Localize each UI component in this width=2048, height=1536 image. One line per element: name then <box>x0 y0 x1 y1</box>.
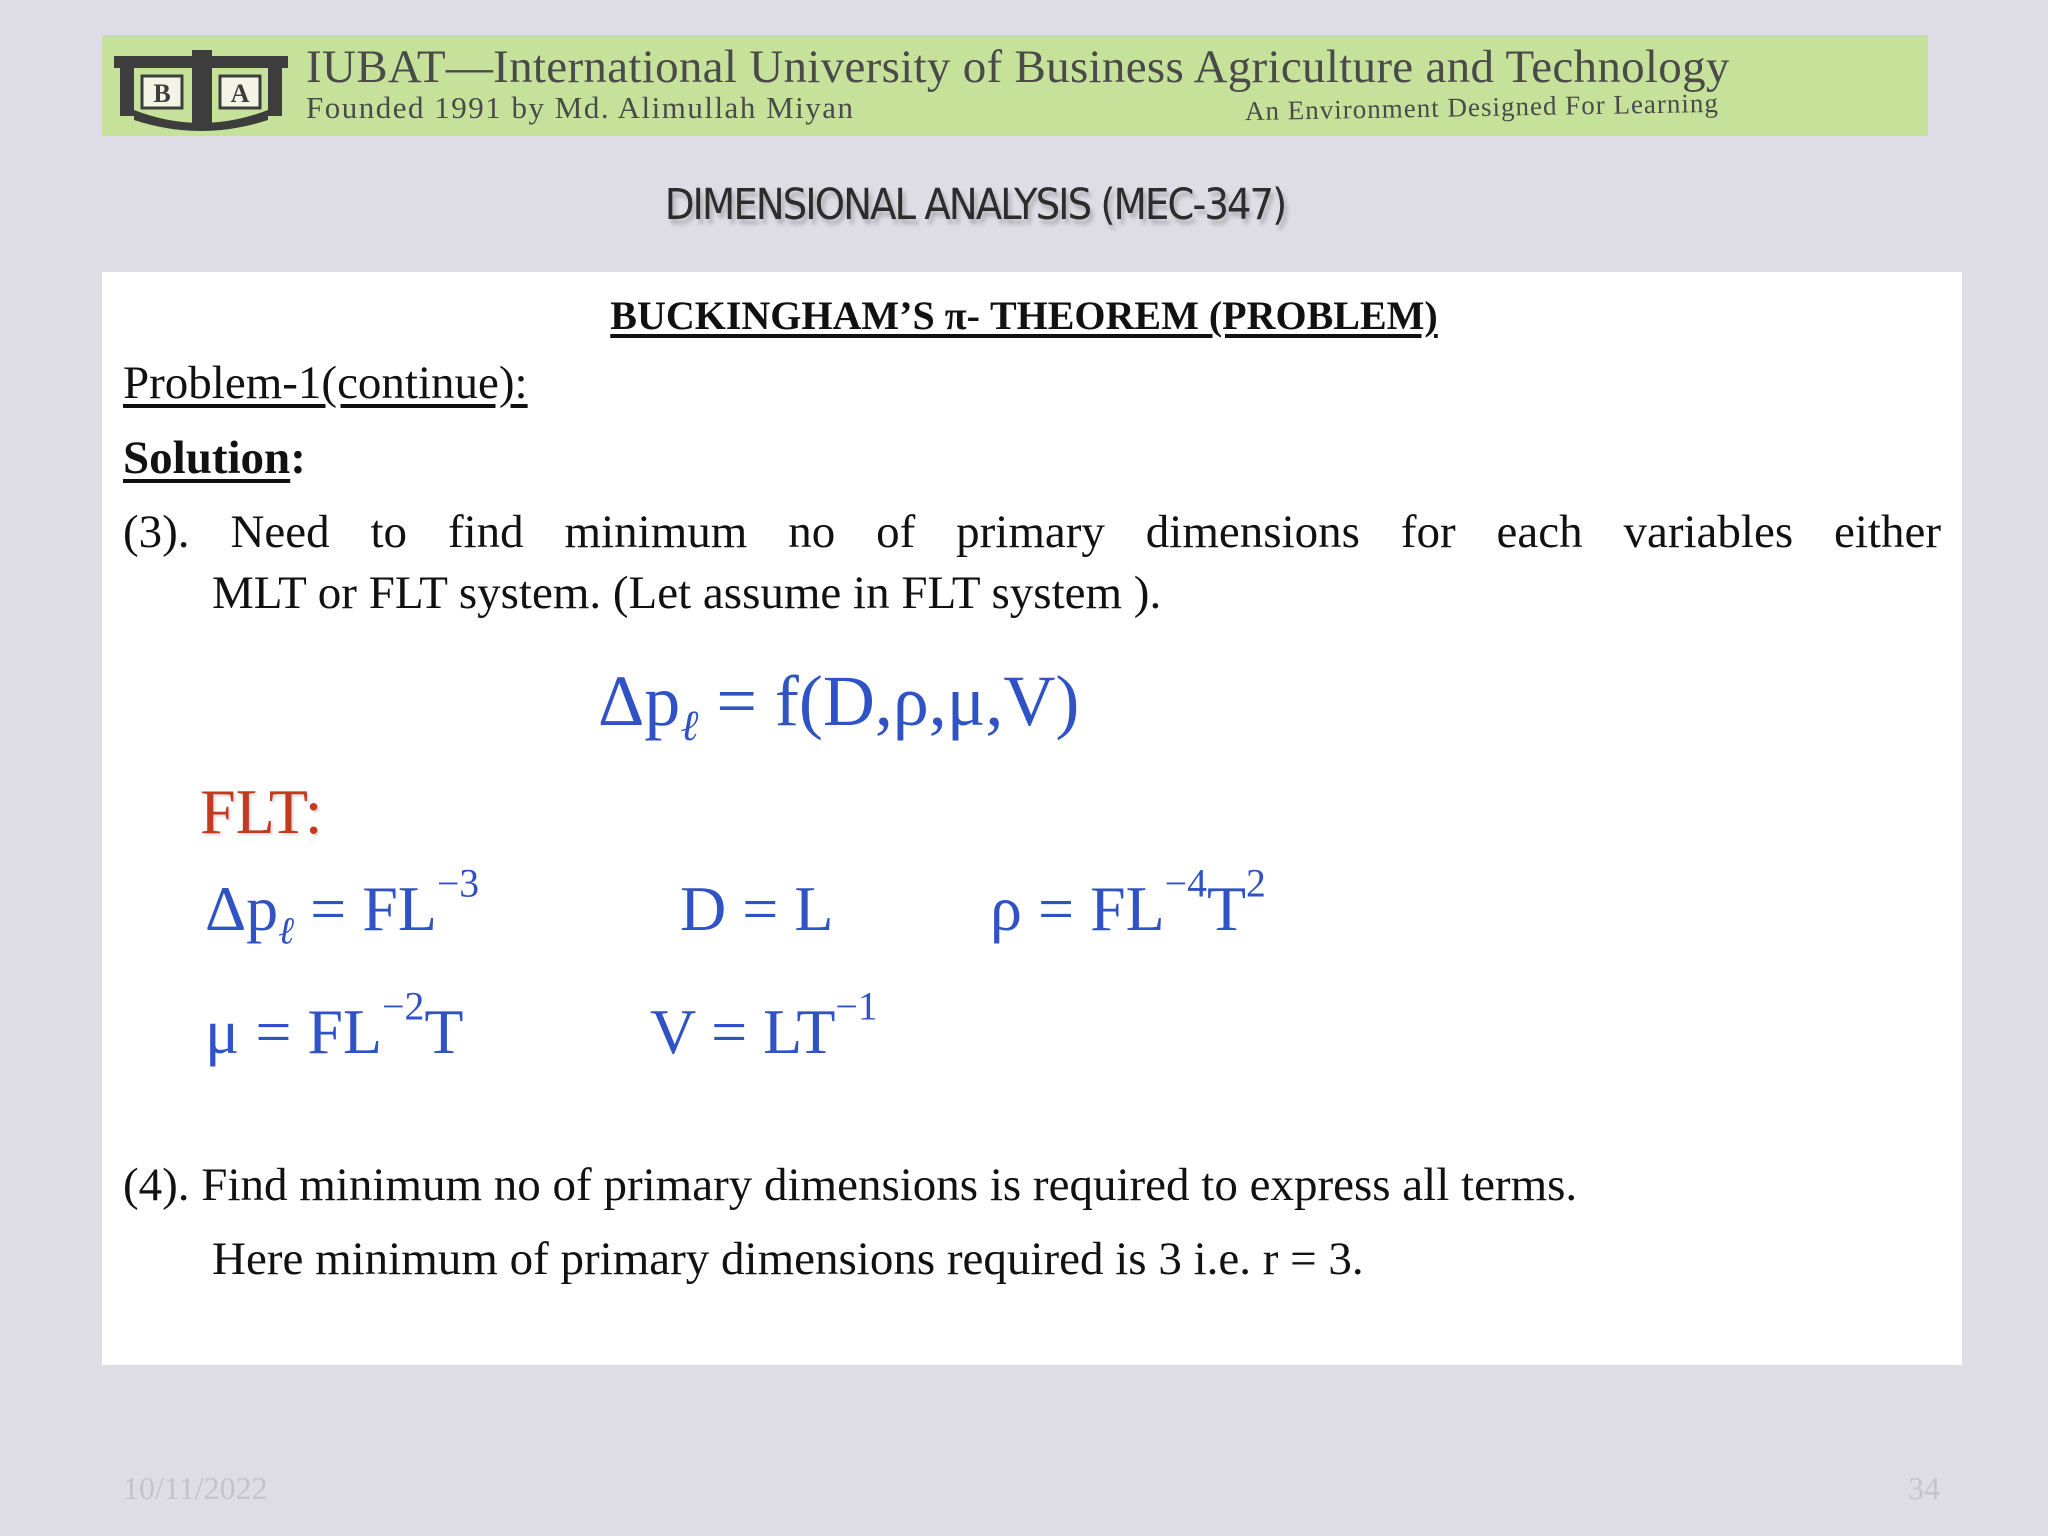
rho-t: T <box>1206 873 1247 944</box>
v-exponent: −1 <box>835 984 878 1029</box>
main-eq-rhs: = f(D,ρ,μ,V) <box>698 661 1080 741</box>
dp-exponent: −3 <box>436 861 480 906</box>
d-dimension: D = L <box>680 873 834 944</box>
mu-dimension <box>205 984 464 1069</box>
rho-lhs: ρ = FL <box>990 873 1165 944</box>
footer-date: 10/11/2022 <box>123 1470 268 1506</box>
solution-label: Solution <box>123 432 291 484</box>
rho-exponent-l: −4 <box>1164 861 1207 906</box>
logo-letter-a: A <box>230 79 250 108</box>
main-equation <box>598 660 1080 751</box>
v-lhs: V = LT <box>650 996 836 1067</box>
rho-dimension <box>990 861 1266 946</box>
university-motto: An Environment Designed For Learning <box>1244 87 1720 127</box>
dp-lhs: Δp <box>205 873 279 944</box>
step4-line1: (4). Find minimum no of primary dimensions is required to express all terms. <box>123 1159 1578 1211</box>
problem-label: Problem-1(continue): <box>123 357 528 409</box>
dp-dimension <box>205 861 480 953</box>
founded-line: Founded 1991 by Md. Alimullah Miyan <box>306 90 855 125</box>
section-title-text: BUCKINGHAM’S π- THEOREM (PROBLEM) <box>610 293 1438 338</box>
dp-subscript: ℓ <box>278 910 295 953</box>
main-eq-subscript: ℓ <box>680 703 699 751</box>
iubat-logo <box>112 50 290 132</box>
page-number: 34 <box>1908 1470 1940 1506</box>
rho-exponent-t: 2 <box>1246 861 1266 906</box>
dp-rhs: = FL <box>294 873 437 944</box>
solution-colon: : <box>290 432 306 484</box>
university-name: IUBAT—International University of Business Agriculture and Technology <box>306 41 1730 93</box>
mu-t: T <box>424 996 464 1067</box>
flt-label: FLT: <box>200 776 323 847</box>
solution-heading <box>123 431 306 485</box>
step3-line2: MLT or FLT system. (Let assume in FLT system ). <box>212 567 1162 619</box>
step4-line2: Here minimum of primary dimensions required is 3 i.e. r = 3. <box>212 1233 1364 1285</box>
v-dimension <box>650 984 878 1069</box>
logo-letter-b: B <box>153 79 171 108</box>
course-title: DIMENSIONAL ANALYSIS (MEC-347) <box>664 180 1286 230</box>
step3-line1: (3). Need to find minimum no of primary dimensions for each variables either <box>123 506 1941 558</box>
mu-lhs: μ = FL <box>205 996 383 1067</box>
main-eq-lhs: Δp <box>598 661 681 741</box>
mu-exponent-l: −2 <box>382 984 425 1029</box>
section-title <box>0 292 2048 339</box>
